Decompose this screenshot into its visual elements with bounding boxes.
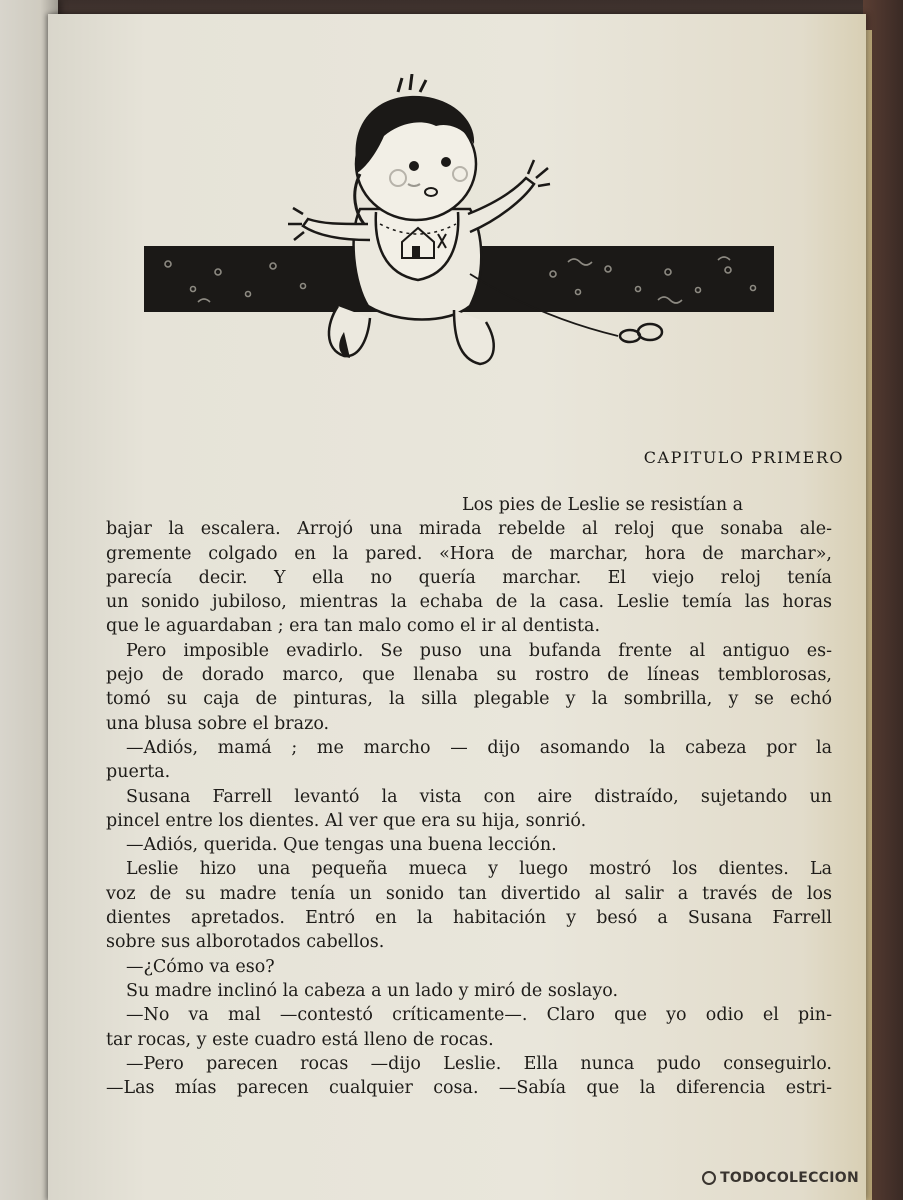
text-line: —Las mías parecen cualquier cosa. —Sabía que la diferencia estri- bbox=[106, 1078, 832, 1099]
text-line: —Pero parecen rocas —dijo Leslie. Ella nunca pudo conseguirlo. bbox=[126, 1053, 832, 1074]
text-line: sobre sus alborotados cabellos. bbox=[106, 932, 385, 953]
text-line: tar rocas, y este cuadro está lleno de rocas. bbox=[106, 1029, 494, 1050]
body-text bbox=[106, 493, 832, 1100]
text-line: que le aguardaban ; era tan malo como el ir al dentista. bbox=[106, 616, 601, 637]
text-line: Su madre inclinó la cabeza a un lado y miró de soslayo. bbox=[126, 980, 619, 1001]
text-line: dientes apretados. Entró en la habitación y besó a Susana Farrell bbox=[106, 908, 832, 929]
text-line: parecía decir. Y ella no quería marchar. El viejo reloj tenía bbox=[106, 567, 832, 588]
book-page bbox=[48, 14, 866, 1200]
text-line: pincel entre los dientes. Al ver que era su hija, sonrió. bbox=[106, 810, 587, 831]
text-line: pejo de dorado marco, que llenaba su rostro de líneas temblorosas, bbox=[106, 665, 832, 686]
watermark-text: TODOCOLECCION bbox=[720, 1170, 859, 1186]
text-line: Susana Farrell levantó la vista con aire distraído, sujetando un bbox=[126, 786, 832, 807]
text-line: tomó su caja de pinturas, la silla plegable y la sombrilla, y se echó bbox=[106, 689, 832, 710]
text-line: Leslie hizo una pequeña mueca y luego mostró los dientes. La bbox=[126, 859, 832, 880]
text-line: Pero imposible evadirlo. Se puso una bufanda frente al antiguo es- bbox=[126, 640, 832, 661]
text-line: —No va mal —contestó críticamente—. Claro que yo odio el pin- bbox=[126, 1005, 832, 1026]
text-line: —¿Cómo va eso? bbox=[126, 956, 275, 977]
chapter-title: CAPITULO PRIMERO bbox=[643, 448, 844, 467]
text-line: bajar la escalera. Arrojó una mirada rebelde al reloj que sonaba ale- bbox=[106, 519, 832, 540]
text-line: una blusa sobre el brazo. bbox=[106, 713, 330, 734]
text-line: puerta. bbox=[106, 762, 171, 783]
text-line: gremente colgado en la pared. «Hora de marchar, hora de marchar», bbox=[106, 543, 832, 564]
watermark-logo-icon bbox=[702, 1171, 716, 1185]
text-line: voz de su madre tenía un sonido tan divertido al salir a través de los bbox=[106, 883, 832, 904]
text-line: —Adiós, mamá ; me marcho — dijo asomando la cabeza por la bbox=[126, 737, 832, 758]
text-line: Los pies de Leslie se resistían a bbox=[462, 495, 744, 515]
baby-illustration bbox=[98, 74, 798, 384]
text-line: un sonido jubiloso, mientras la echaba de la casa. Leslie temía las horas bbox=[106, 592, 832, 613]
text-line: —Adiós, querida. Que tengas una buena lección. bbox=[126, 835, 557, 856]
watermark bbox=[702, 1170, 859, 1186]
